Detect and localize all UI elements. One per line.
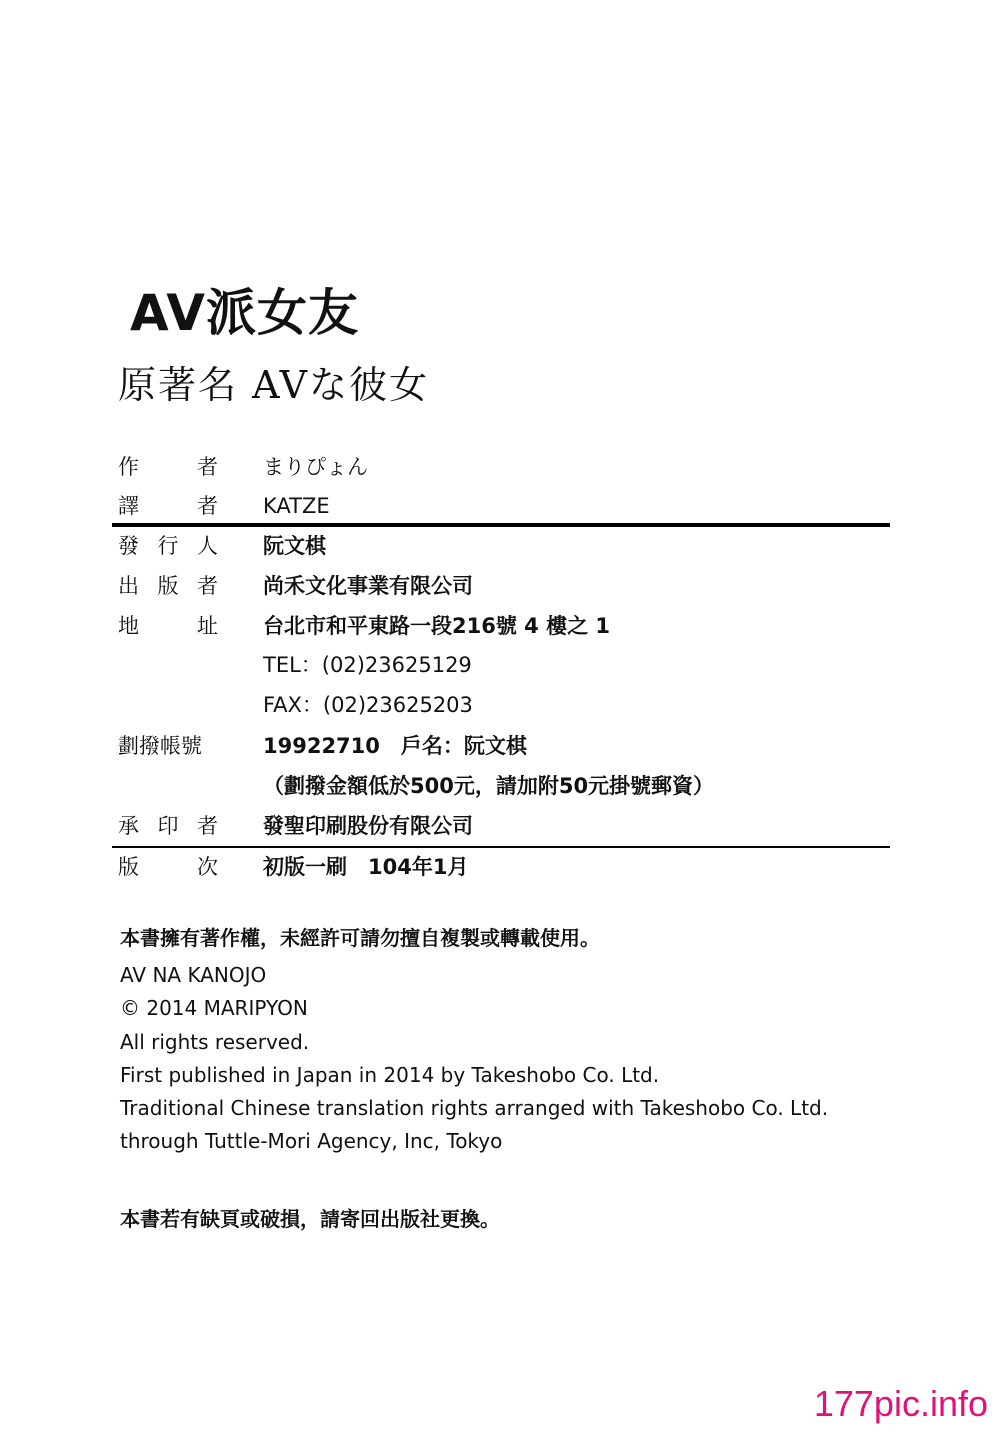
credit-value: （劃撥金額低於500元，請加附50元掛號郵資） xyxy=(263,774,715,798)
credit-value: 發聖印刷股份有限公司 xyxy=(263,814,473,838)
credit-label: 譯 者 xyxy=(118,494,218,518)
credit-label: 劃撥帳號 xyxy=(118,734,202,758)
copyright-notice: 本書擁有著作權，未經許可請勿擅自複製或轉載使用。 xyxy=(120,926,600,950)
thin-divider xyxy=(112,846,890,848)
english-line: Traditional Chinese translation rights arranged with Takeshobo Co. Ltd. xyxy=(120,1096,829,1120)
credit-label: 版 次 xyxy=(118,855,218,879)
credit-value: まりぴょん xyxy=(263,455,368,479)
book-title: AV派女友 xyxy=(130,284,359,342)
credit-value: FAX：(02)23625203 xyxy=(263,693,473,717)
original-title: 原著名 AVな彼女 xyxy=(118,363,430,407)
credit-label: 作 者 xyxy=(118,455,218,479)
credit-label: 承 印 者 xyxy=(118,814,218,838)
english-line: © 2014 MARIPYON xyxy=(120,996,308,1020)
thick-divider xyxy=(112,523,890,527)
credit-label: 地 址 xyxy=(118,614,218,638)
credit-value: 尚禾文化事業有限公司 xyxy=(263,574,473,598)
credit-value: 台北市和平東路一段216號 4 樓之 1 xyxy=(263,614,610,638)
credit-value: TEL：(02)23625129 xyxy=(263,653,472,677)
watermark-text: 177pic.info xyxy=(813,1383,988,1424)
credit-value: KATZE xyxy=(263,494,330,518)
english-line: AV NA KANOJO xyxy=(120,963,267,987)
english-line: First published in Japan in 2014 by Takeshobo Co. Ltd. xyxy=(120,1063,660,1087)
credit-label: 出 版 者 xyxy=(118,574,218,598)
credit-label: 發 行 人 xyxy=(118,534,218,558)
english-line: All rights reserved. xyxy=(120,1030,310,1054)
defect-notice: 本書若有缺頁或破損，請寄回出版社更換。 xyxy=(120,1207,500,1231)
credit-value: 19922710 戶名：阮文棋 xyxy=(263,734,527,758)
credit-value: 阮文棋 xyxy=(263,534,326,558)
english-line: through Tuttle-Mori Agency, Inc, Tokyo xyxy=(120,1129,503,1153)
credit-value: 初版一刷 104年1月 xyxy=(263,855,469,879)
